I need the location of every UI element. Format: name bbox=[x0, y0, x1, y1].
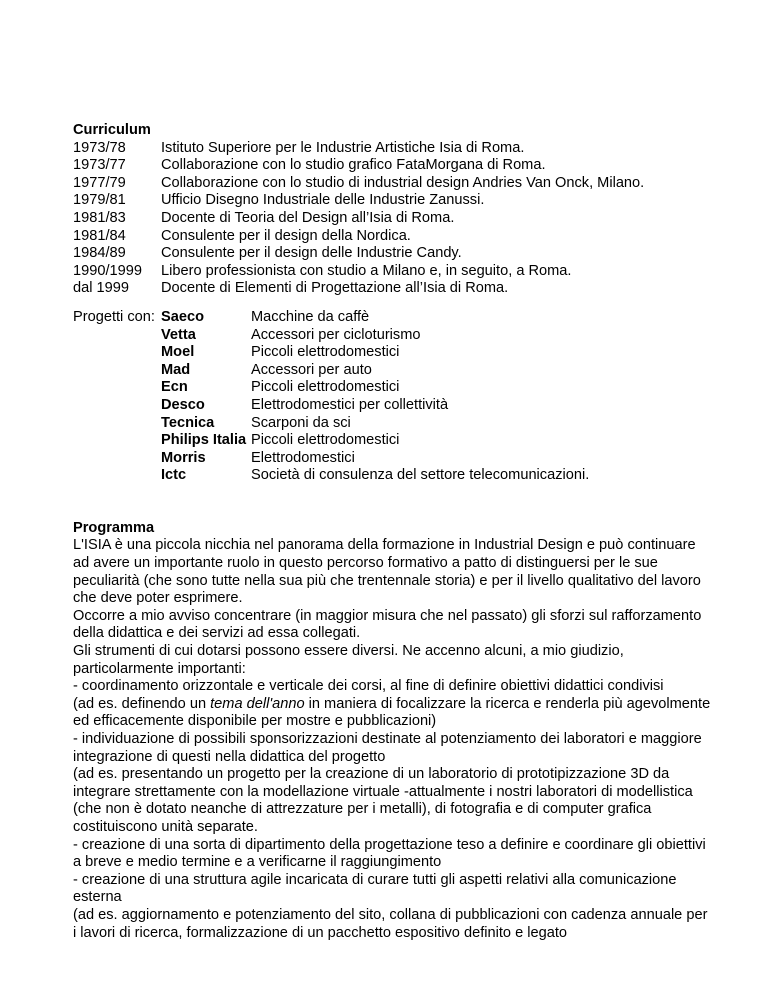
curriculum-year: 1973/77 bbox=[73, 157, 126, 174]
progetti-label: Progetti con: bbox=[73, 308, 155, 325]
progetto-description: Elettrodomestici bbox=[251, 449, 355, 466]
progetto-entry bbox=[73, 432, 713, 450]
progetto-client-name: Desco bbox=[161, 396, 205, 413]
progetto-client-name: Ecn bbox=[161, 379, 188, 396]
curriculum-year: 1984/89 bbox=[73, 245, 126, 262]
progetti-label-spacer bbox=[73, 450, 161, 468]
progetto-client-name: Mad bbox=[161, 361, 191, 378]
programma-intro: L'ISIA è una piccola nicchia nel panorama della formazione in Industrial Design e può continuare ad avere un importante ruolo in questo percorso formativo a patto di distinguersi per le sue peculiarità (che sono tutte nella sua più che trentennale storia) e per il livello qualitativo del lavoro che deve poter esprimere. bbox=[73, 537, 701, 607]
curriculum-entry bbox=[73, 140, 713, 158]
curriculum-entry bbox=[73, 175, 713, 193]
curriculum-description: Ufficio Disegno Industriale delle Industrie Zanussi. bbox=[161, 192, 485, 209]
progetto-description: Elettrodomestici per collettività bbox=[251, 396, 449, 413]
progetto-description: Piccoli elettrodomestici bbox=[251, 379, 400, 396]
progetto-entry bbox=[73, 450, 713, 468]
programma-bullet: - individuazione di possibili sponsorizzazioni destinate al potenziamento dei laboratori e maggiore integrazione di questi nella didattica del progetto bbox=[73, 731, 702, 765]
progetto-description: Accessori per cicloturismo bbox=[251, 326, 421, 343]
curriculum-year: dal 1999 bbox=[73, 280, 129, 297]
curriculum-entry bbox=[73, 157, 713, 175]
progetto-entry bbox=[73, 362, 713, 380]
curriculum-description: Istituto Superiore per le Industrie Artistiche Isia di Roma. bbox=[161, 139, 525, 156]
progetto-description: Macchine da caffè bbox=[251, 308, 370, 325]
programma-bullet: - creazione di una sorta di dipartimento della progettazione teso a definire e coordinare gli obiettivi a breve e medio termine e a verificarne il raggiungimento bbox=[73, 836, 706, 871]
progetto-description: Piccoli elettrodomestici bbox=[251, 432, 400, 449]
curriculum-year: 1981/84 bbox=[73, 227, 126, 244]
progetti-label-spacer bbox=[73, 415, 161, 433]
progetto-entry bbox=[73, 344, 713, 362]
curriculum-description: Libero professionista con studio a Milano e, in seguito, a Roma. bbox=[161, 262, 572, 279]
curriculum-year: 1990/1999 bbox=[73, 262, 142, 279]
curriculum-description: Consulente per il design della Nordica. bbox=[161, 227, 411, 244]
progetto-description: Scarponi da sci bbox=[251, 414, 351, 431]
progetto-client-name: Tecnica bbox=[161, 414, 215, 431]
programma-bullet-note: (ad es. presentando un progetto per la creazione di un laboratorio di prototipizzazione 3D da integrare strettamente con la modellazione virtuale -attualmente i nostri laboratori di modellistica (che non è dotato neanche di attrezzature per i metalli), di fotografia e di computer grafica costituiscono unità separate. bbox=[73, 766, 693, 835]
progetti-label-spacer bbox=[73, 397, 161, 415]
curriculum-description: Collaborazione con lo studio di industrial design Andries Van Onck, Milano. bbox=[161, 174, 645, 191]
progetti-list bbox=[73, 309, 713, 485]
programma-bullet: - creazione di una struttura agile incaricata di curare tutti gli aspetti relativi alla comunicazione esterna bbox=[73, 871, 677, 906]
progetti-label-spacer bbox=[73, 467, 161, 485]
curriculum-entry bbox=[73, 210, 713, 228]
progetto-description: Accessori per auto bbox=[251, 361, 372, 378]
progetti-label-spacer bbox=[73, 432, 161, 450]
progetti-section bbox=[73, 309, 713, 485]
note-text: in maniera di focalizzare la ricerca e renderla più agevolmente ed efficacemente disponibile per mostre e pubblicazioni) bbox=[73, 695, 711, 730]
progetti-label-spacer bbox=[73, 327, 161, 345]
progetto-client-name: Vetta bbox=[161, 326, 196, 343]
progetto-client-name: Saeco bbox=[161, 308, 204, 325]
progetti-label-spacer bbox=[73, 362, 161, 380]
progetto-client-name: Morris bbox=[161, 449, 206, 466]
curriculum-section bbox=[73, 122, 713, 298]
curriculum-year: 1979/81 bbox=[73, 192, 126, 209]
curriculum-year: 1973/78 bbox=[73, 139, 126, 156]
progetto-client-name: Ictc bbox=[161, 467, 187, 484]
curriculum-description: Docente di Teoria del Design all’Isia di Roma. bbox=[161, 209, 455, 226]
curriculum-description: Consulente per il design delle Industrie Candy. bbox=[161, 245, 462, 262]
progetto-client-name: Philips Italia bbox=[161, 432, 247, 449]
document-page bbox=[73, 122, 713, 942]
progetto-description: Piccoli elettrodomestici bbox=[251, 344, 400, 361]
curriculum-description: Collaborazione con lo studio grafico FataMorgana di Roma. bbox=[161, 157, 546, 174]
curriculum-year: 1981/83 bbox=[73, 209, 126, 226]
curriculum-list bbox=[73, 140, 713, 298]
programma-bullet: - coordinamento orizzontale e verticale dei corsi, al fine di definire obiettivi didattici condivisi bbox=[73, 678, 664, 695]
curriculum-year: 1977/79 bbox=[73, 174, 126, 191]
progetto-entry bbox=[73, 309, 713, 327]
curriculum-heading: Curriculum bbox=[73, 122, 151, 138]
curriculum-entry bbox=[73, 280, 713, 298]
progetto-entry bbox=[73, 379, 713, 397]
progetto-client-name: Moel bbox=[161, 344, 195, 361]
curriculum-description: Docente di Elementi di Progettazione all’Isia di Roma. bbox=[161, 280, 509, 297]
curriculum-entry bbox=[73, 228, 713, 246]
progetti-label-spacer bbox=[73, 379, 161, 397]
curriculum-entry bbox=[73, 192, 713, 210]
curriculum-entry bbox=[73, 245, 713, 263]
note-emphasis: tema dell'anno bbox=[210, 695, 305, 712]
programma-paragraph: Occorre a mio avviso concentrare (in maggior misura che nel passato) gli sforzi sul rafforzamento della didattica e dei servizi ad essa collegati. bbox=[73, 607, 702, 642]
progetto-description: Società di consulenza del settore telecomunicazioni. bbox=[251, 467, 590, 484]
progetto-entry bbox=[73, 397, 713, 415]
progetto-entry bbox=[73, 415, 713, 433]
progetto-entry bbox=[73, 327, 713, 345]
note-text: (ad es. definendo un bbox=[73, 695, 211, 712]
curriculum-entry bbox=[73, 263, 713, 281]
programma-bullet-note: (ad es. aggiornamento e potenziamento del sito, collana di pubblicazioni con cadenza annuale per i lavori di ricerca, formalizzazione di un pacchetto espositivo definito e legato bbox=[73, 906, 708, 941]
progetti-label-spacer bbox=[73, 344, 161, 362]
programma-bullet-note bbox=[73, 696, 713, 731]
progetto-entry bbox=[73, 467, 713, 485]
programma-section bbox=[73, 520, 713, 942]
programma-paragraph: Gli strumenti di cui dotarsi possono essere diversi. Ne accenno alcuni, a mio giudizio, particolarmente importanti: bbox=[73, 643, 624, 677]
programma-heading: Programma bbox=[73, 519, 155, 536]
